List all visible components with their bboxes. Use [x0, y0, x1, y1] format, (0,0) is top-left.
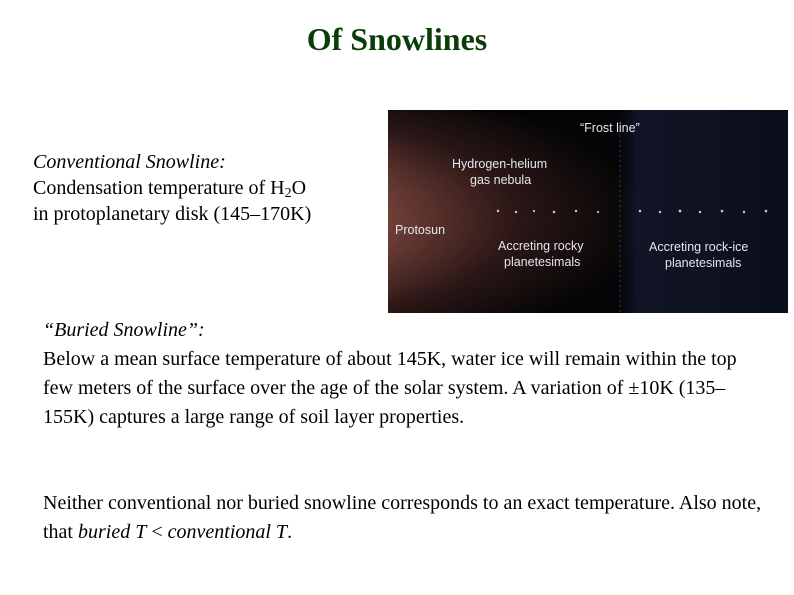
rocky-label-2: planetesimals [504, 255, 581, 269]
closing-note [43, 489, 763, 547]
frost-line-label: “Frost line” [580, 121, 640, 135]
conventional-t-term: conventional T [167, 521, 288, 543]
ice-label-1: Accreting rock-ice [649, 240, 749, 254]
buried-snowline-block [43, 316, 763, 432]
closing-text-2: < [146, 521, 168, 543]
buried-snowline-heading: “Buried Snowline”: [43, 319, 205, 341]
nebula-label-1: Hydrogen-helium [452, 157, 548, 171]
protoplanetary-disk-image [388, 110, 788, 313]
subscript-2: 2 [284, 186, 292, 201]
buried-snowline-body: Below a mean surface temperature of about 145K, water ice will remain within the top few meters of the surface over the age of the solar system. A variation of ±10K (135–155K) captures a large range of soil layer properties. [43, 348, 737, 428]
rocky-label-1: Accreting rocky [498, 239, 584, 253]
slide-title: Of Snowlines [306, 21, 488, 57]
condensation-suffix: O [291, 177, 307, 199]
condensation-line [33, 175, 388, 201]
condensation-text: Condensation temperature of H [33, 177, 285, 199]
nebula-label-2: gas nebula [470, 173, 532, 187]
disk-illustration [388, 110, 788, 313]
buried-t-term: buried T [78, 521, 147, 543]
conventional-snowline-heading: Conventional Snowline: [33, 151, 226, 173]
ice-label-2: planetesimals [665, 256, 742, 270]
disk-temperature-line: in protoplanetary disk (145–170K) [33, 203, 312, 225]
protosun-label: Protosun [395, 223, 446, 237]
conventional-snowline-block [33, 149, 388, 227]
closing-text-3: . [287, 521, 293, 543]
closing-text-1: Neither conventional nor buried snowline corresponds to an exact temperature. Also note, that [43, 492, 762, 543]
